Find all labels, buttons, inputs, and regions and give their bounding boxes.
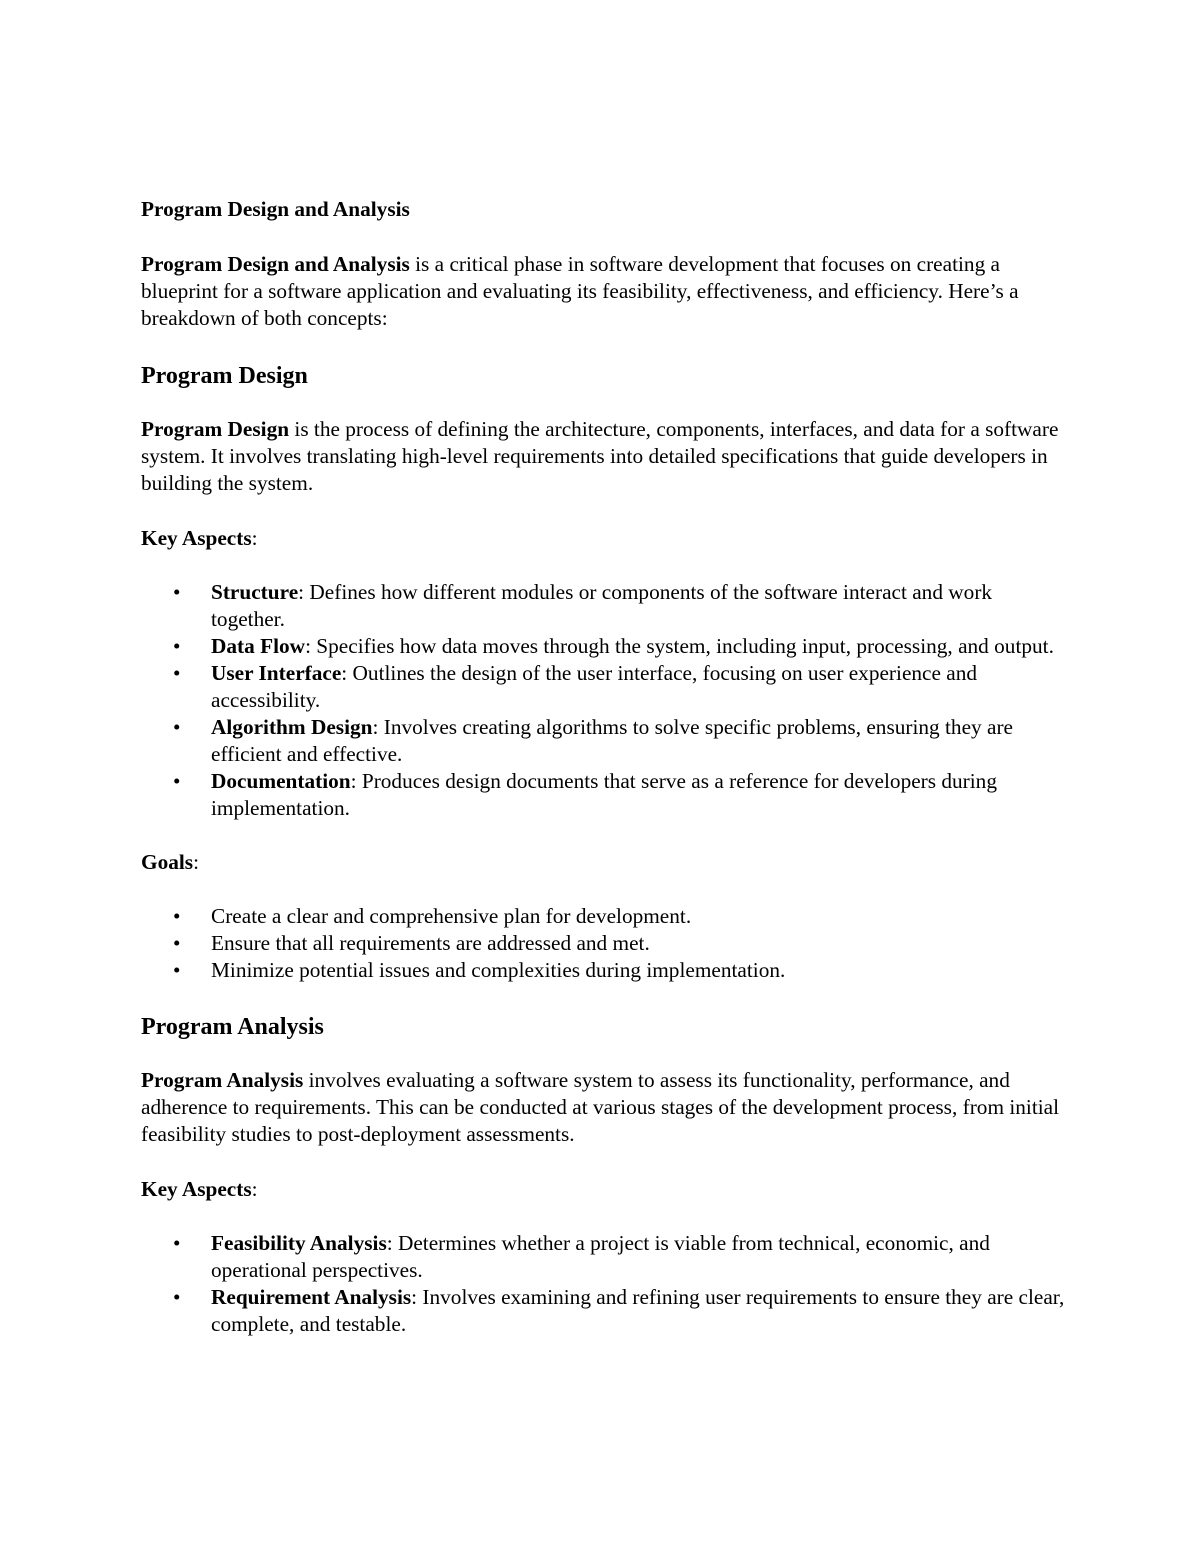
program-design-bold-term: Program Design (141, 417, 290, 441)
list-item: • Minimize potential issues and complexities during implementation. (173, 958, 786, 982)
program-analysis-paragraph (141, 1067, 1071, 1148)
list-item: • Requirement Analysis: Involves examining and refining user requirements to ensure they are clear, complete, and testable. (173, 1285, 1065, 1336)
bullet-icon: • (173, 931, 181, 955)
list-item: • Structure: Defines how different modules or components of the software interact and work together. (173, 580, 993, 631)
program-analysis-bold-term: Program Analysis (141, 1068, 304, 1092)
program-design-text: is the process of defining the architecture, components, interfaces, and data for a software system. It involves translating high-level requirements into detailed specifications that guide developers in building the system. (141, 417, 1059, 495)
intro-paragraph (141, 251, 1071, 332)
program-design-heading: Program Design (141, 363, 308, 389)
bullet-icon: • (173, 580, 181, 604)
list-item: • User Interface: Outlines the design of the user interface, focusing on user experience and accessibility. (173, 661, 978, 712)
list-item: • Ensure that all requirements are addressed and met. (173, 931, 650, 955)
analysis-key-aspects-list (141, 1230, 1071, 1338)
program-analysis-text: involves evaluating a software system to assess its functionality, performance, and adherence to requirements. This can be conducted at various stages of the development process, from initial feasibility studies to post-deployment assessments. (141, 1068, 1060, 1146)
bullet-icon: • (173, 661, 181, 685)
bullet-icon: • (173, 769, 181, 793)
goals-list (141, 903, 1071, 984)
bullet-icon: • (173, 904, 181, 928)
bullet-icon: • (173, 715, 181, 739)
design-key-aspects-label: Key Aspects: (141, 526, 258, 550)
program-design-paragraph (141, 416, 1071, 497)
bullet-icon: • (173, 958, 181, 982)
design-key-aspects-list (141, 579, 1071, 822)
bullet-icon: • (173, 1231, 181, 1255)
analysis-key-aspects-label: Key Aspects: (141, 1177, 258, 1201)
goals-label: Goals: (141, 850, 199, 874)
list-item: • Create a clear and comprehensive plan for development. (173, 904, 692, 928)
bullet-icon: • (173, 634, 181, 658)
intro-text: is a critical phase in software development that focuses on creating a blueprint for a software application and evaluating its feasibility, effectiveness, and efficiency. Here’s a breakdown of both concepts: (141, 252, 1019, 330)
document-title: Program Design and Analysis (141, 197, 410, 221)
document-page (141, 196, 1071, 1365)
intro-bold-term: Program Design and Analysis (141, 252, 410, 276)
program-analysis-heading: Program Analysis (141, 1014, 324, 1040)
list-item: • Algorithm Design: Involves creating algorithms to solve specific problems, ensuring they are efficient and effective. (173, 715, 1014, 766)
list-item: • Documentation: Produces design documents that serve as a reference for developers during implementation. (173, 769, 997, 820)
list-item: • Data Flow: Specifies how data moves through the system, including input, processing, and output. (173, 634, 1054, 658)
bullet-icon: • (173, 1285, 181, 1309)
list-item: • Feasibility Analysis: Determines whether a project is viable from technical, economic, and operational perspectives. (173, 1231, 990, 1282)
